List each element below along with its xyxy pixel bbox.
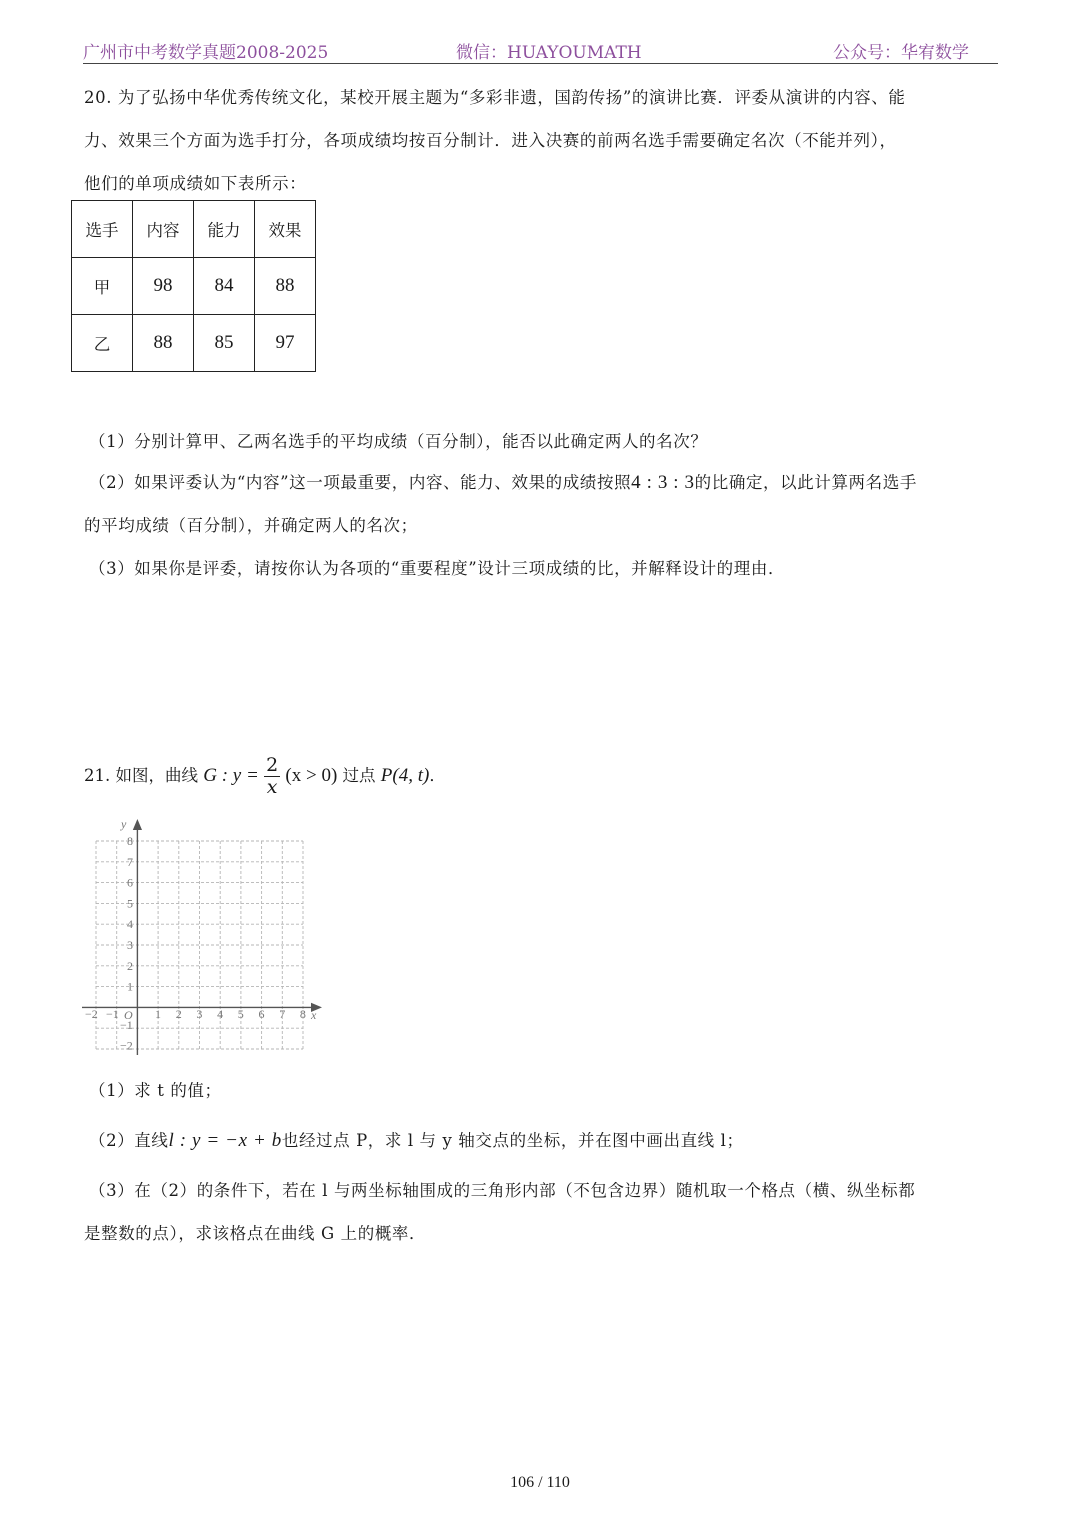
y-tick-label: 2 — [127, 958, 133, 973]
x-tick-label: 8 — [299, 1007, 306, 1021]
x-tick-label: 2 — [175, 1007, 182, 1021]
y-tick-label: 3 — [127, 938, 133, 952]
coordinate-grid — [78, 813, 328, 1062]
page-number: 106 / 110 — [510, 1474, 570, 1491]
x-tick-label: 4 — [217, 1007, 224, 1021]
y-tick-label: 4 — [127, 917, 133, 932]
table-cell: 乙 — [72, 315, 133, 372]
table-header-cell: 能力 — [194, 201, 255, 258]
q21-line-equation: l : y = −x + b — [168, 1130, 282, 1151]
table-cell: 84 — [194, 258, 255, 315]
y-tick-label: 5 — [127, 896, 133, 911]
table-cell: 甲 — [72, 258, 133, 315]
q21-end: ． — [429, 766, 446, 785]
q20-part2-line2: 的平均成绩（百分制），并确定两人的名次； — [84, 516, 418, 535]
table-cell: 85 — [194, 315, 255, 372]
q21-part1: （1）求 t 的值； — [89, 1081, 222, 1100]
q21-frac-denominator: x — [266, 776, 278, 798]
q21-part3-line2: 是整数的点），求该格点在曲线 G 上的概率． — [84, 1224, 427, 1243]
q20-line3: 他们的单项成绩如下表所示： — [84, 174, 307, 193]
q21-mid: 过点 — [342, 766, 376, 785]
x-tick-label: 6 — [258, 1007, 265, 1021]
table-cell: 97 — [255, 315, 316, 372]
coordinate-grid-svg — [78, 813, 328, 1058]
header-divider — [83, 63, 998, 64]
table-header-cell: 内容 — [133, 201, 194, 258]
q21-condition: (x > 0) — [285, 765, 338, 786]
q20-part2-ratio: 4 : 3 : 3 — [631, 472, 695, 493]
x-tick-label: 3 — [196, 1007, 203, 1021]
q21-part3-line1: （3）在（2）的条件下，若在 l 与两坐标轴围成的三角形内部（不包含边界）随机取一个格点（横、纵坐标都 — [89, 1181, 916, 1200]
q21-stem — [84, 756, 446, 797]
q21-frac-numerator: 2 — [266, 754, 279, 776]
q20-part3: （3）如果你是评委，请按你认为各项的“重要程度”设计三项成绩的比，并解释设计的理由． — [89, 559, 786, 578]
table-header-cell: 效果 — [255, 201, 316, 258]
header-account: 公众号：华宥数学 — [833, 43, 969, 63]
q20-part2-text-a: （2）如果评委认为“内容”这一项最重要，内容、能力、效果的成绩按照 — [89, 473, 632, 492]
q21-prefix: 21. 如图，曲线 — [84, 766, 198, 785]
q21-part2-text-a: （2）直线 — [89, 1131, 169, 1150]
y-tick-label: 6 — [127, 875, 133, 890]
q20-part2-line1 — [89, 469, 917, 494]
y-tick-label: −1 — [120, 1018, 133, 1032]
table-row — [72, 315, 316, 372]
q21-part2-text-b: 也经过点 P，求 l 与 y 轴交点的坐标，并在图中画出直线 l； — [281, 1131, 744, 1150]
x-tick-label: 7 — [279, 1007, 286, 1021]
x-tick-label: 1 — [155, 1007, 161, 1021]
table-cell: 88 — [255, 258, 316, 315]
header-wechat: 微信：HUAYOUMATH — [456, 43, 642, 63]
q21-curve-lhs: G : y = — [203, 765, 259, 786]
table-cell: 98 — [133, 258, 194, 315]
table-cell: 88 — [133, 315, 194, 372]
x-tick-label: 5 — [237, 1007, 244, 1021]
header-title: 广州市中考数学真题2008-2025 — [83, 43, 329, 63]
x-tick-label: −1 — [106, 1007, 119, 1021]
table-header-row — [72, 201, 316, 258]
origin-label: O — [124, 1008, 133, 1022]
q20-line1: 20. 为了弘扬中华优秀传统文化，某校开展主题为“多彩非遗，国韵传扬”的演讲比赛．评委从演讲的内容、能 — [84, 88, 906, 107]
q21-fraction — [264, 756, 280, 797]
y-tick-label: −2 — [120, 1038, 133, 1053]
q21-part2 — [89, 1127, 744, 1152]
y-tick-label: 8 — [127, 834, 133, 848]
q20-part2-text-b: 的比确定，以此计算两名选手 — [694, 473, 917, 492]
q20-part1: （1）分别计算甲、乙两名选手的平均成绩（百分制），能否以此确定两人的名次？ — [89, 432, 708, 451]
x-axis-label: x — [311, 1008, 317, 1022]
q21-point: P(4, t) — [380, 765, 430, 786]
table-header-cell: 选手 — [72, 201, 133, 258]
y-tick-label: 7 — [127, 854, 133, 869]
score-table — [71, 200, 316, 372]
x-tick-label: −2 — [85, 1007, 98, 1021]
table-row — [72, 258, 316, 315]
y-tick-label: 1 — [127, 979, 133, 994]
y-axis-label: y — [121, 817, 127, 831]
q20-line2: 力、效果三个方面为选手打分，各项成绩均按百分制计．进入决赛的前两名选手需要确定名次（不能并列）， — [84, 131, 897, 150]
